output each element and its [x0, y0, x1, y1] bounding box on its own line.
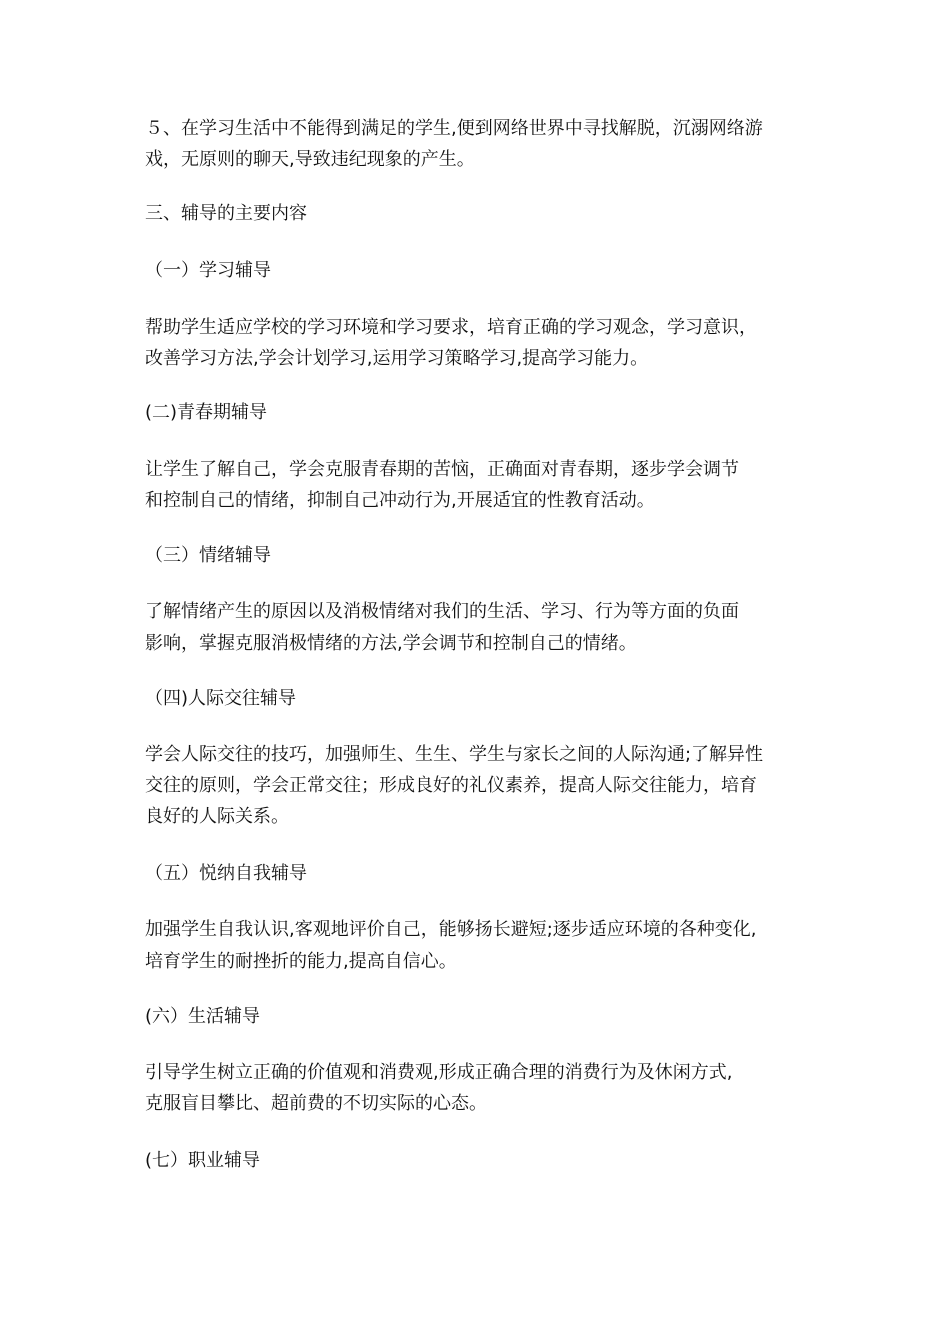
- subsection-heading: (六）生活辅导: [145, 1006, 261, 1027]
- text-line: 戏，无原则的聊天,导致违纪现象的产生。: [145, 149, 475, 170]
- text-line: 改善学习方法,学会计划学习,运用学习策略学习,提高学习能力。: [145, 348, 649, 369]
- text-line: 影响，掌握克服消极情绪的方法,学会调节和控制自己的情绪。: [145, 633, 637, 654]
- subsection-heading: （四)人际交往辅导: [145, 688, 297, 709]
- text-line: 让学生了解自己，学会克服青春期的苦恼，正确面对青春期，逐步学会调节: [145, 459, 739, 480]
- text-line: 引导学生树立正确的价值观和消费观,形成正确合理的消费行为及休闲方式,: [145, 1062, 733, 1083]
- text-line: 了解情绪产生的原因以及消极情绪对我们的生活、学习、行为等方面的负面: [145, 601, 739, 622]
- text-line: 帮助学生适应学校的学习环境和学习要求，培育正确的学习观念，学习意识，: [145, 317, 757, 338]
- subsection-heading: （五）悦纳自我辅导: [145, 863, 307, 884]
- text-line: 培育学生的耐挫折的能力,提高自信心。: [145, 951, 457, 972]
- text-line: 和控制自己的情绪，抑制自己冲动行为,开展适宜的性教育活动。: [145, 490, 655, 511]
- text-line: 交往的原则，学会正常交往；形成良好的礼仪素养，提高人际交往能力，培育: [145, 775, 757, 796]
- text-line: 加强学生自我认识,客观地评价自己，能够扬长避短;逐步适应环境的各种变化,: [145, 919, 757, 940]
- text-line: 克服盲目攀比、超前费的不切实际的心态。: [145, 1093, 487, 1114]
- text-line: 学会人际交往的技巧，加强师生、生生、学生与家长之间的人际沟通;了解异性: [145, 744, 764, 765]
- section-heading: 三、辅导的主要内容: [145, 203, 307, 224]
- text-line: ５、在学习生活中不能得到满足的学生,便到网络世界中寻找解脱，沉溺网络游: [145, 118, 763, 139]
- text-line: 良好的人际关系。: [145, 806, 289, 827]
- subsection-heading: (二)青春期辅导: [145, 402, 268, 423]
- subsection-heading: （三）情绪辅导: [145, 545, 271, 566]
- subsection-heading: (七）职业辅导: [145, 1150, 261, 1171]
- subsection-heading: （一）学习辅导: [145, 260, 271, 281]
